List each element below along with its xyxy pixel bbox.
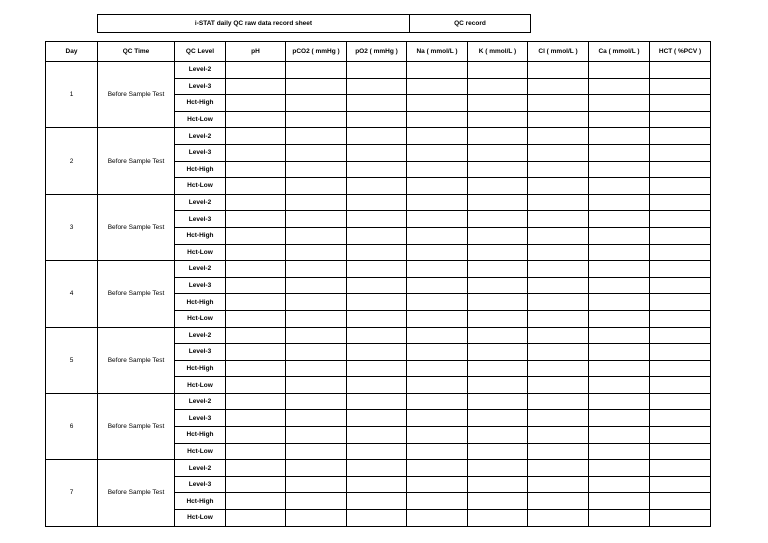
ph-entry-cell[interactable] [226, 377, 286, 394]
hct-entry-cell[interactable] [650, 277, 711, 294]
cl-entry-cell[interactable] [528, 78, 589, 95]
po2-entry-cell[interactable] [347, 194, 407, 211]
na-entry-cell[interactable] [407, 460, 468, 477]
po2-entry-cell[interactable] [347, 128, 407, 145]
k-entry-cell[interactable] [468, 443, 528, 460]
na-entry-cell[interactable] [407, 344, 468, 361]
po2-entry-cell[interactable] [347, 443, 407, 460]
na-entry-cell[interactable] [407, 128, 468, 145]
col-header-hct: HCT ( %PCV ) [650, 42, 711, 62]
ca-entry-cell[interactable] [589, 294, 650, 311]
hct-entry-cell[interactable] [650, 144, 711, 161]
pco2-entry-cell[interactable] [286, 493, 347, 510]
hct-entry-cell[interactable] [650, 393, 711, 410]
ca-entry-cell[interactable] [589, 410, 650, 427]
pco2-entry-cell[interactable] [286, 460, 347, 477]
po2-entry-cell[interactable] [347, 277, 407, 294]
ph-entry-cell[interactable] [226, 427, 286, 444]
day-cell: 5 [46, 327, 98, 393]
ph-entry-cell[interactable] [226, 310, 286, 327]
po2-entry-cell[interactable] [347, 327, 407, 344]
hct-entry-cell[interactable] [650, 344, 711, 361]
pco2-entry-cell[interactable] [286, 476, 347, 493]
pco2-entry-cell[interactable] [286, 161, 347, 178]
qc-level-cell: Hct-Low [175, 510, 226, 527]
cl-entry-cell[interactable] [528, 327, 589, 344]
po2-entry-cell[interactable] [347, 410, 407, 427]
qc-level-cell: Level-2 [175, 128, 226, 145]
pco2-entry-cell[interactable] [286, 194, 347, 211]
ca-entry-cell[interactable] [589, 95, 650, 112]
qc-level-cell: Level-3 [175, 410, 226, 427]
day-cell: 3 [46, 194, 98, 260]
po2-entry-cell[interactable] [347, 111, 407, 128]
qc-time-cell: Before Sample Test [98, 261, 175, 327]
ca-entry-cell[interactable] [589, 111, 650, 128]
table-row [46, 460, 711, 477]
ca-entry-cell[interactable] [589, 227, 650, 244]
col-header-po2: pO2 ( mmHg ) [347, 42, 407, 62]
cl-entry-cell[interactable] [528, 427, 589, 444]
table-row [46, 393, 711, 410]
ph-entry-cell[interactable] [226, 476, 286, 493]
ca-entry-cell[interactable] [589, 261, 650, 278]
k-entry-cell[interactable] [468, 510, 528, 527]
qc-level-cell: Hct-Low [175, 310, 226, 327]
pco2-entry-cell[interactable] [286, 244, 347, 261]
cl-entry-cell[interactable] [528, 95, 589, 112]
ph-entry-cell[interactable] [226, 393, 286, 410]
k-entry-cell[interactable] [468, 178, 528, 195]
po2-entry-cell[interactable] [347, 310, 407, 327]
cl-entry-cell[interactable] [528, 277, 589, 294]
na-entry-cell[interactable] [407, 62, 468, 79]
cl-entry-cell[interactable] [528, 161, 589, 178]
po2-entry-cell[interactable] [347, 393, 407, 410]
ca-entry-cell[interactable] [589, 62, 650, 79]
qc-level-cell: Hct-Low [175, 244, 226, 261]
col-header-ph: pH [226, 42, 286, 62]
qc-record-label: QC record [410, 15, 531, 33]
col-header-ca: Ca ( mmol/L ) [589, 42, 650, 62]
na-entry-cell[interactable] [407, 443, 468, 460]
qc-level-cell: Level-2 [175, 460, 226, 477]
po2-entry-cell[interactable] [347, 178, 407, 195]
hct-entry-cell[interactable] [650, 294, 711, 311]
ph-entry-cell[interactable] [226, 294, 286, 311]
cl-entry-cell[interactable] [528, 377, 589, 394]
ph-entry-cell[interactable] [226, 277, 286, 294]
k-entry-cell[interactable] [468, 460, 528, 477]
col-header-cl: Cl ( mmol/L ) [528, 42, 589, 62]
po2-entry-cell[interactable] [347, 360, 407, 377]
po2-entry-cell[interactable] [347, 460, 407, 477]
pco2-entry-cell[interactable] [286, 410, 347, 427]
ca-entry-cell[interactable] [589, 194, 650, 211]
po2-entry-cell[interactable] [347, 344, 407, 361]
po2-entry-cell[interactable] [347, 227, 407, 244]
hct-entry-cell[interactable] [650, 460, 711, 477]
qc-level-cell: Level-3 [175, 78, 226, 95]
hct-entry-cell[interactable] [650, 410, 711, 427]
hct-entry-cell[interactable] [650, 310, 711, 327]
hct-entry-cell[interactable] [650, 360, 711, 377]
po2-entry-cell[interactable] [347, 211, 407, 228]
k-entry-cell[interactable] [468, 476, 528, 493]
cl-entry-cell[interactable] [528, 261, 589, 278]
ca-entry-cell[interactable] [589, 128, 650, 145]
ca-entry-cell[interactable] [589, 144, 650, 161]
ph-entry-cell[interactable] [226, 144, 286, 161]
cl-entry-cell[interactable] [528, 410, 589, 427]
ca-entry-cell[interactable] [589, 178, 650, 195]
cl-entry-cell[interactable] [528, 178, 589, 195]
col-header-qc-time: QC Time [98, 42, 175, 62]
ca-entry-cell[interactable] [589, 460, 650, 477]
ph-entry-cell[interactable] [226, 194, 286, 211]
qc-level-cell: Level-3 [175, 144, 226, 161]
cl-entry-cell[interactable] [528, 393, 589, 410]
k-entry-cell[interactable] [468, 227, 528, 244]
po2-entry-cell[interactable] [347, 510, 407, 527]
qc-level-cell: Hct-Low [175, 178, 226, 195]
pco2-entry-cell[interactable] [286, 360, 347, 377]
po2-entry-cell[interactable] [347, 493, 407, 510]
k-entry-cell[interactable] [468, 310, 528, 327]
table-row [46, 128, 711, 145]
col-header-qc-level: QC Level [175, 42, 226, 62]
po2-entry-cell[interactable] [347, 377, 407, 394]
pco2-entry-cell[interactable] [286, 344, 347, 361]
qc-level-cell: Hct-Low [175, 377, 226, 394]
hct-entry-cell[interactable] [650, 161, 711, 178]
table-row [46, 327, 711, 344]
ca-entry-cell[interactable] [589, 161, 650, 178]
day-cell: 7 [46, 460, 98, 526]
k-entry-cell[interactable] [468, 493, 528, 510]
po2-entry-cell[interactable] [347, 144, 407, 161]
ca-entry-cell[interactable] [589, 244, 650, 261]
qc-level-cell: Hct-High [175, 493, 226, 510]
cl-entry-cell[interactable] [528, 310, 589, 327]
col-header-pco2: pCO2 ( mmHg ) [286, 42, 347, 62]
qc-level-cell: Level-2 [175, 393, 226, 410]
pco2-entry-cell[interactable] [286, 327, 347, 344]
cl-entry-cell[interactable] [528, 294, 589, 311]
ca-entry-cell[interactable] [589, 393, 650, 410]
k-entry-cell[interactable] [468, 344, 528, 361]
cl-entry-cell[interactable] [528, 194, 589, 211]
po2-entry-cell[interactable] [347, 294, 407, 311]
po2-entry-cell[interactable] [347, 62, 407, 79]
ca-entry-cell[interactable] [589, 493, 650, 510]
na-entry-cell[interactable] [407, 261, 468, 278]
qc-level-cell: Hct-High [175, 95, 226, 112]
qc-level-cell: Level-2 [175, 261, 226, 278]
qc-level-cell: Level-2 [175, 327, 226, 344]
hct-entry-cell[interactable] [650, 95, 711, 112]
ph-entry-cell[interactable] [226, 261, 286, 278]
ca-entry-cell[interactable] [589, 211, 650, 228]
cl-entry-cell[interactable] [528, 443, 589, 460]
ph-entry-cell[interactable] [226, 95, 286, 112]
na-entry-cell[interactable] [407, 493, 468, 510]
cl-entry-cell[interactable] [528, 111, 589, 128]
qc-time-cell: Before Sample Test [98, 327, 175, 393]
na-entry-cell[interactable] [407, 476, 468, 493]
hct-entry-cell[interactable] [650, 327, 711, 344]
pco2-entry-cell[interactable] [286, 510, 347, 527]
na-entry-cell[interactable] [407, 244, 468, 261]
na-entry-cell[interactable] [407, 78, 468, 95]
k-entry-cell[interactable] [468, 128, 528, 145]
po2-entry-cell[interactable] [347, 476, 407, 493]
ca-entry-cell[interactable] [589, 277, 650, 294]
cl-entry-cell[interactable] [528, 460, 589, 477]
qc-level-cell: Hct-High [175, 227, 226, 244]
na-entry-cell[interactable] [407, 211, 468, 228]
hct-entry-cell[interactable] [650, 244, 711, 261]
na-entry-cell[interactable] [407, 360, 468, 377]
pco2-entry-cell[interactable] [286, 294, 347, 311]
pco2-entry-cell[interactable] [286, 227, 347, 244]
pco2-entry-cell[interactable] [286, 211, 347, 228]
na-entry-cell[interactable] [407, 161, 468, 178]
qc-level-cell: Hct-High [175, 161, 226, 178]
ca-entry-cell[interactable] [589, 78, 650, 95]
table-row [46, 62, 711, 79]
sheet-title: i-STAT daily QC raw data record sheet [98, 15, 410, 33]
qc-level-cell: Level-3 [175, 476, 226, 493]
k-entry-cell[interactable] [468, 393, 528, 410]
qc-level-cell: Level-3 [175, 277, 226, 294]
pco2-entry-cell[interactable] [286, 261, 347, 278]
ca-entry-cell[interactable] [589, 344, 650, 361]
na-entry-cell[interactable] [407, 310, 468, 327]
po2-entry-cell[interactable] [347, 161, 407, 178]
qc-level-cell: Level-3 [175, 211, 226, 228]
pco2-entry-cell[interactable] [286, 443, 347, 460]
na-entry-cell[interactable] [407, 427, 468, 444]
po2-entry-cell[interactable] [347, 78, 407, 95]
ca-entry-cell[interactable] [589, 443, 650, 460]
hct-entry-cell[interactable] [650, 227, 711, 244]
hct-entry-cell[interactable] [650, 111, 711, 128]
na-entry-cell[interactable] [407, 393, 468, 410]
pco2-entry-cell[interactable] [286, 144, 347, 161]
k-entry-cell[interactable] [468, 327, 528, 344]
k-entry-cell[interactable] [468, 377, 528, 394]
ph-entry-cell[interactable] [226, 344, 286, 361]
pco2-entry-cell[interactable] [286, 393, 347, 410]
ph-entry-cell[interactable] [226, 244, 286, 261]
k-entry-cell[interactable] [468, 211, 528, 228]
k-entry-cell[interactable] [468, 360, 528, 377]
k-entry-cell[interactable] [468, 244, 528, 261]
na-entry-cell[interactable] [407, 277, 468, 294]
cl-entry-cell[interactable] [528, 128, 589, 145]
pco2-entry-cell[interactable] [286, 277, 347, 294]
pco2-entry-cell[interactable] [286, 310, 347, 327]
k-entry-cell[interactable] [468, 294, 528, 311]
ca-entry-cell[interactable] [589, 476, 650, 493]
hct-entry-cell[interactable] [650, 178, 711, 195]
na-entry-cell[interactable] [407, 377, 468, 394]
po2-entry-cell[interactable] [347, 95, 407, 112]
qc-level-cell: Hct-High [175, 360, 226, 377]
k-entry-cell[interactable] [468, 410, 528, 427]
k-entry-cell[interactable] [468, 95, 528, 112]
hct-entry-cell[interactable] [650, 427, 711, 444]
day-cell: 2 [46, 128, 98, 194]
na-entry-cell[interactable] [407, 227, 468, 244]
cl-entry-cell[interactable] [528, 510, 589, 527]
ph-entry-cell[interactable] [226, 111, 286, 128]
col-header-na: Na ( mmol/L ) [407, 42, 468, 62]
qc-level-cell: Hct-High [175, 294, 226, 311]
hct-entry-cell[interactable] [650, 78, 711, 95]
k-entry-cell[interactable] [468, 194, 528, 211]
col-header-day: Day [46, 42, 98, 62]
cl-entry-cell[interactable] [528, 344, 589, 361]
qc-time-cell: Before Sample Test [98, 128, 175, 194]
qc-level-cell: Hct-Low [175, 443, 226, 460]
ph-entry-cell[interactable] [226, 227, 286, 244]
hct-entry-cell[interactable] [650, 128, 711, 145]
pco2-entry-cell[interactable] [286, 78, 347, 95]
ph-entry-cell[interactable] [226, 460, 286, 477]
ph-entry-cell[interactable] [226, 161, 286, 178]
day-cell: 4 [46, 261, 98, 327]
k-entry-cell[interactable] [468, 427, 528, 444]
pco2-entry-cell[interactable] [286, 95, 347, 112]
qc-level-cell: Hct-High [175, 427, 226, 444]
na-entry-cell[interactable] [407, 410, 468, 427]
na-entry-cell[interactable] [407, 194, 468, 211]
ph-entry-cell[interactable] [226, 78, 286, 95]
hct-entry-cell[interactable] [650, 443, 711, 460]
qc-record-table [45, 41, 711, 527]
qc-level-cell: Level-2 [175, 62, 226, 79]
day-cell: 6 [46, 393, 98, 459]
na-entry-cell[interactable] [407, 111, 468, 128]
pco2-entry-cell[interactable] [286, 62, 347, 79]
k-entry-cell[interactable] [468, 277, 528, 294]
hct-entry-cell[interactable] [650, 510, 711, 527]
hct-entry-cell[interactable] [650, 476, 711, 493]
k-entry-cell[interactable] [468, 161, 528, 178]
pco2-entry-cell[interactable] [286, 427, 347, 444]
ph-entry-cell[interactable] [226, 62, 286, 79]
na-entry-cell[interactable] [407, 510, 468, 527]
table-row [46, 261, 711, 278]
cl-entry-cell[interactable] [528, 493, 589, 510]
na-entry-cell[interactable] [407, 294, 468, 311]
qc-time-cell: Before Sample Test [98, 194, 175, 260]
header-row [46, 42, 711, 62]
ca-entry-cell[interactable] [589, 377, 650, 394]
qc-level-cell: Level-2 [175, 194, 226, 211]
hct-entry-cell[interactable] [650, 211, 711, 228]
k-entry-cell[interactable] [468, 144, 528, 161]
ca-entry-cell[interactable] [589, 310, 650, 327]
po2-entry-cell[interactable] [347, 244, 407, 261]
hct-entry-cell[interactable] [650, 62, 711, 79]
cl-entry-cell[interactable] [528, 144, 589, 161]
cl-entry-cell[interactable] [528, 211, 589, 228]
cl-entry-cell[interactable] [528, 227, 589, 244]
pco2-entry-cell[interactable] [286, 128, 347, 145]
table-row [46, 194, 711, 211]
na-entry-cell[interactable] [407, 144, 468, 161]
na-entry-cell[interactable] [407, 178, 468, 195]
cl-entry-cell[interactable] [528, 244, 589, 261]
ph-entry-cell[interactable] [226, 128, 286, 145]
ca-entry-cell[interactable] [589, 427, 650, 444]
pco2-entry-cell[interactable] [286, 111, 347, 128]
ph-entry-cell[interactable] [226, 443, 286, 460]
hct-entry-cell[interactable] [650, 194, 711, 211]
qc-time-cell: Before Sample Test [98, 460, 175, 526]
na-entry-cell[interactable] [407, 95, 468, 112]
pco2-entry-cell[interactable] [286, 377, 347, 394]
ph-entry-cell[interactable] [226, 410, 286, 427]
ca-entry-cell[interactable] [589, 360, 650, 377]
na-entry-cell[interactable] [407, 327, 468, 344]
day-cell: 1 [46, 62, 98, 128]
sheet-title-bar [97, 14, 531, 33]
po2-entry-cell[interactable] [347, 261, 407, 278]
col-header-k: K ( mmol/L ) [468, 42, 528, 62]
k-entry-cell[interactable] [468, 261, 528, 278]
qc-time-cell: Before Sample Test [98, 393, 175, 459]
ph-entry-cell[interactable] [226, 360, 286, 377]
qc-level-cell: Hct-Low [175, 111, 226, 128]
hct-entry-cell[interactable] [650, 493, 711, 510]
qc-level-cell: Level-3 [175, 344, 226, 361]
pco2-entry-cell[interactable] [286, 178, 347, 195]
cl-entry-cell[interactable] [528, 360, 589, 377]
ph-entry-cell[interactable] [226, 493, 286, 510]
ph-entry-cell[interactable] [226, 510, 286, 527]
hct-entry-cell[interactable] [650, 261, 711, 278]
ca-entry-cell[interactable] [589, 510, 650, 527]
ph-entry-cell[interactable] [226, 211, 286, 228]
k-entry-cell[interactable] [468, 62, 528, 79]
ca-entry-cell[interactable] [589, 327, 650, 344]
po2-entry-cell[interactable] [347, 427, 407, 444]
ph-entry-cell[interactable] [226, 327, 286, 344]
k-entry-cell[interactable] [468, 78, 528, 95]
cl-entry-cell[interactable] [528, 476, 589, 493]
cl-entry-cell[interactable] [528, 62, 589, 79]
k-entry-cell[interactable] [468, 111, 528, 128]
qc-time-cell: Before Sample Test [98, 62, 175, 128]
hct-entry-cell[interactable] [650, 377, 711, 394]
ph-entry-cell[interactable] [226, 178, 286, 195]
